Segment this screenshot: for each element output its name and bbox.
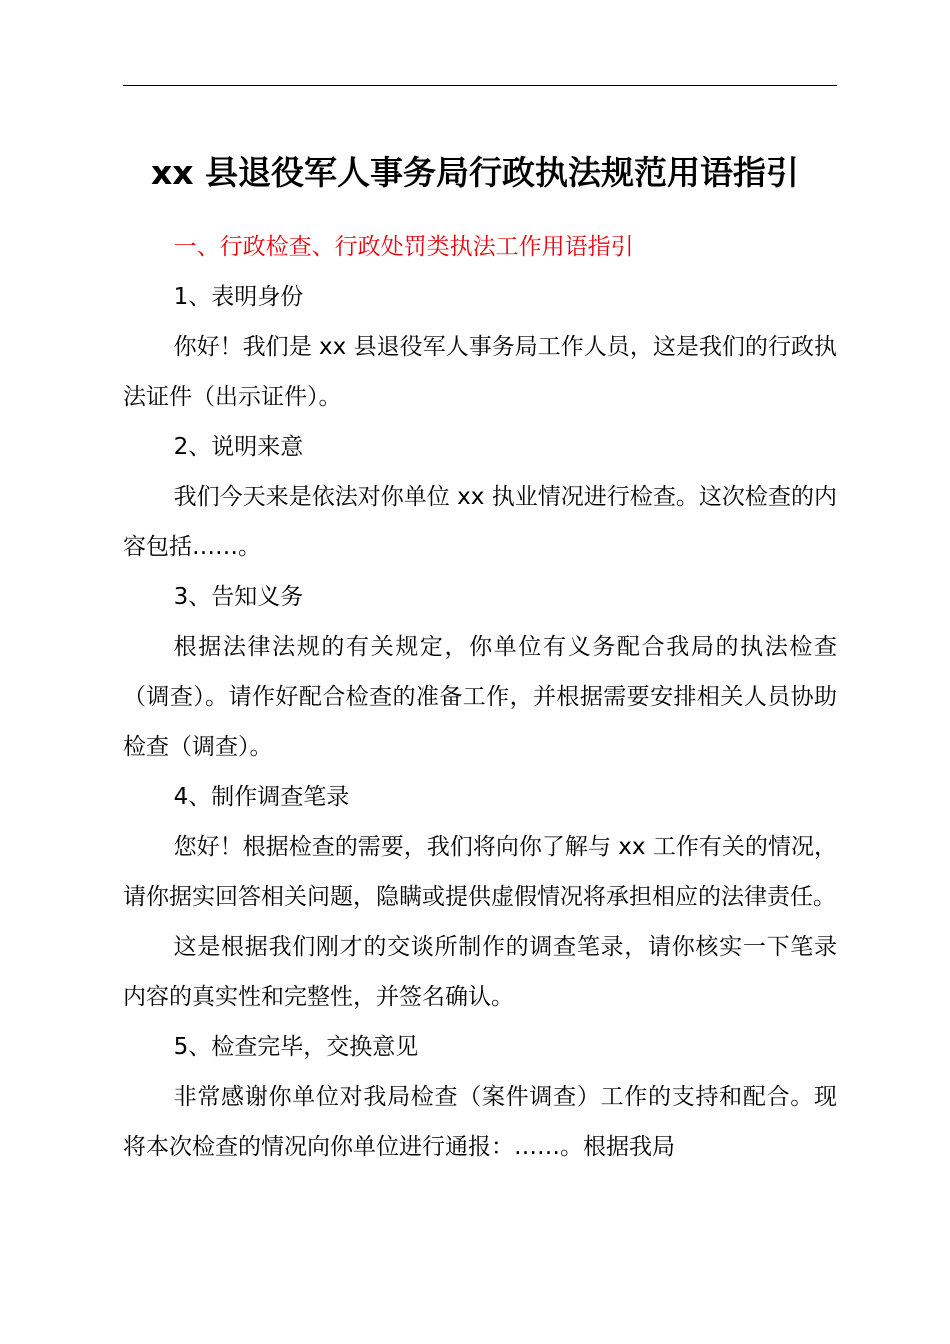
document-body [123,222,837,1172]
item-heading-1: 1、表明身份 [173,284,304,310]
item-paragraph-4b: 这是根据我们刚才的交谈所制作的调查笔录，请你核实一下笔录内容的真实性和完整性，并签名确认。 [123,934,837,1010]
item-paragraph-1: 你好！我们是 xx 县退役军人事务局工作人员，这是我们的行政执法证件（出示证件）。 [123,334,837,410]
header-rule [123,85,837,86]
item-heading-5: 5、检查完毕，交换意见 [173,1034,419,1060]
item-paragraph-4a: 您好！根据检查的需要，我们将向你了解与 xx 工作有关的情况，请你据实回答相关问题，隐瞒或提供虚假情况将承担相应的法律责任。 [123,834,837,910]
item-heading-4: 4、制作调查笔录 [173,784,350,810]
section-heading-1: 一、行政检查、行政处罚类执法工作用语指引 [173,234,634,260]
document-title: xx 县退役军人事务局行政执法规范用语指引 [150,153,800,192]
item-heading-2: 2、说明来意 [173,434,304,460]
item-paragraph-3: 根据法律法规的有关规定，你单位有义务配合我局的执法检查（调查）。请作好配合检查的准备工作，并根据需要安排相关人员协助检查（调查）。 [123,634,837,760]
item-heading-3: 3、告知义务 [173,584,304,610]
item-paragraph-5: 非常感谢你单位对我局检查（案件调查）工作的支持和配合。现将本次检查的情况向你单位进行通报：……。根据我局 [123,1084,837,1160]
item-paragraph-2: 我们今天来是依法对你单位 xx 执业情况进行检查。这次检查的内容包括……。 [123,484,837,560]
